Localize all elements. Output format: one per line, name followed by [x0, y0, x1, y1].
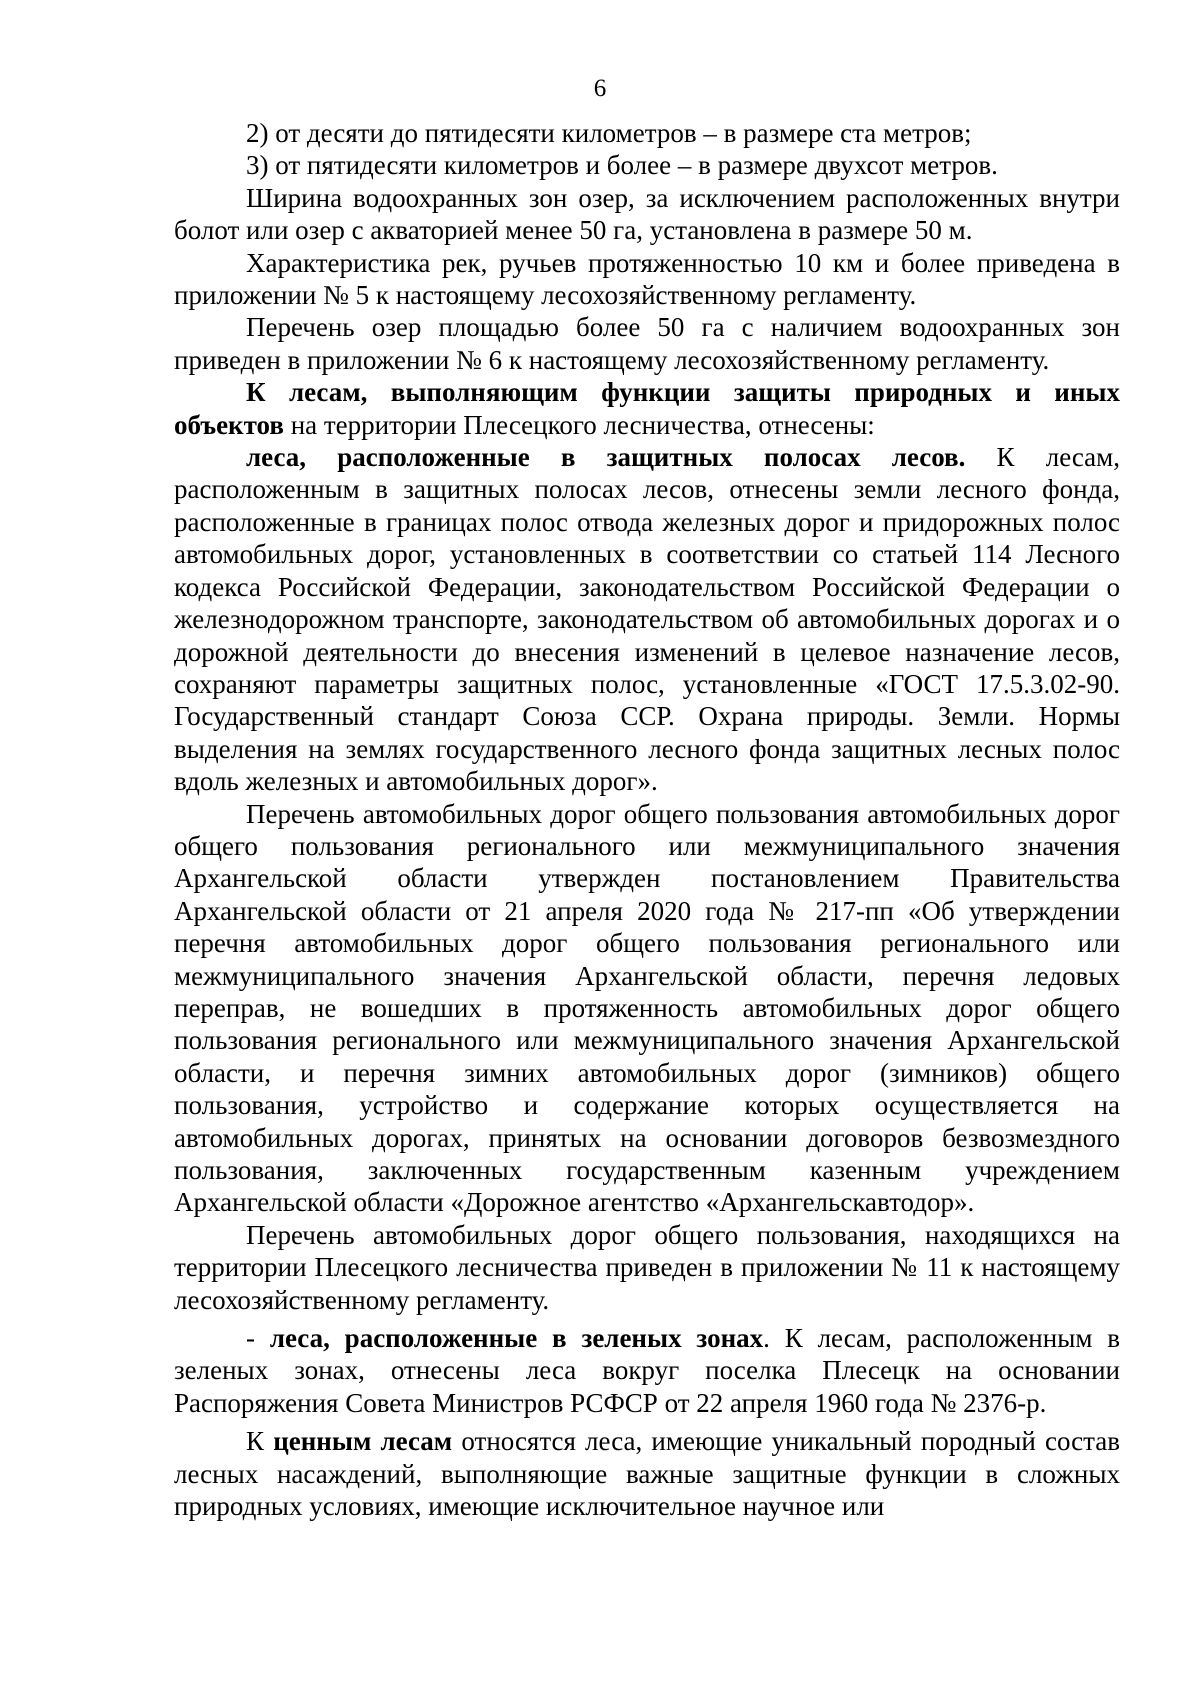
valuable-forests-prefix: К — [246, 1426, 274, 1457]
paragraph-roads-appendix: Перечень автомобильных дорог общего пользования, находящихся на территории Плесецкого лесничества приведен в приложении № 11 к настоящему лесохозяйственному регламенту. — [174, 1219, 1120, 1315]
valuable-forests-text: относятся леса, имеющие уникальный породный состав лесных насаждений, выполняющие важные защитные функции в сложных природных условиях, имеющие исключительное научное или — [174, 1426, 1120, 1522]
protective-forests-heading: К лесам, выполняющим функции защиты природных и иных объектов — [174, 377, 1120, 440]
page-number: 6 — [593, 75, 607, 102]
paragraph-distance-10-50: 2) от десяти до пятидесяти километров – в размере ста метров; — [246, 118, 972, 148]
green-zones-text: . К лесам, расположенным в зеленых зонах, отнесены леса вокруг поселка Плесецк на основании Распоряжения Совета Министров РСФСР от 22 апреля 1960 года № 2376-р. — [174, 1323, 1120, 1418]
green-zones-heading: леса, расположенные в зеленых зонах — [269, 1323, 764, 1354]
paragraph-protective-strips — [174, 441, 1120, 797]
paragraph-roads-list: Перечень автомобильных дорог общего пользования автомобильных дорог общего пользования регионального или межмуниципального значения Архангельской области утвержден постановлением Правительства Архангельской области от 21 апреля 2020 года № 217-пп «Об утверждении перечня автомобильных дорог общего пользования регионального или межмуниципального значения Архангельской области, перечня ледовых переправ, не вошедших в протяженность автомобильных дорог общего пользования регионального или межмуниципального значения Архангельской области, и перечня зимних автомобильных дорог (зимников) общего пользования, устройство и содержание которых осуществляется на автомобильных дорогах, принятых на основании договоров безвозмездного пользования, заключенных государственным казенным учреждением Архангельской области «Дорожное агентство «Архангельскавтодор». — [174, 798, 1120, 1218]
paragraph-lakes-list: Перечень озер площадью более 50 га с наличием водоохранных зон приведен в приложении № 6 к настоящему лесохозяйственному регламенту. — [174, 312, 1120, 375]
paragraph-valuable-forests — [174, 1425, 1120, 1522]
paragraph-protective-forests — [174, 376, 1120, 441]
protective-forests-text: на территории Плесецкого лесничества, отнесены: — [283, 409, 875, 440]
paragraph-distance-50-plus: 3) от пятидесяти километров и более – в размере двухсот метров. — [246, 150, 998, 181]
document-body — [174, 117, 1120, 1522]
valuable-forests-heading: ценным лесам — [273, 1426, 453, 1457]
protective-strips-heading: леса, расположенные в защитных полосах лесов. — [246, 442, 966, 473]
green-zones-prefix: - — [246, 1323, 270, 1354]
paragraph-green-zones — [174, 1322, 1120, 1419]
paragraph-rivers-characteristics: Характеристика рек, ручьев протяженностью 10 км и более приведена в приложении № 5 к настоящему лесохозяйственному регламенту. — [174, 247, 1120, 311]
protective-strips-text: К лесам, расположенным в защитных полосах лесов, отнесены земли лесного фонда, расположенные в границах полос отвода железных дорог и придорожных полос автомобильных дорог, установленных в соответствии со статьей 114 Лесного кодекса Российской Федерации, законодательством Российской Федерации о железнодорожном транспорте, законодательством об автомобильных дорогах и о дорожной деятельности до внесения изменений в целевое назначение лесов, сохраняют параметры защитных полос, установленные «ГОСТ 17.5.3.02-90. Государственный стандарт Союза ССР. Охрана природы. Земли. Нормы выделения на землях государственного лесного фонда защитных лесных полос вдоль железных и автомобильных дорог». — [174, 442, 1120, 797]
paragraph-lake-zone-width: Ширина водоохранных зон озер, за исключением расположенных внутри болот или озер с акваторией менее 50 га, установлена в размере 50 м. — [174, 182, 1120, 246]
